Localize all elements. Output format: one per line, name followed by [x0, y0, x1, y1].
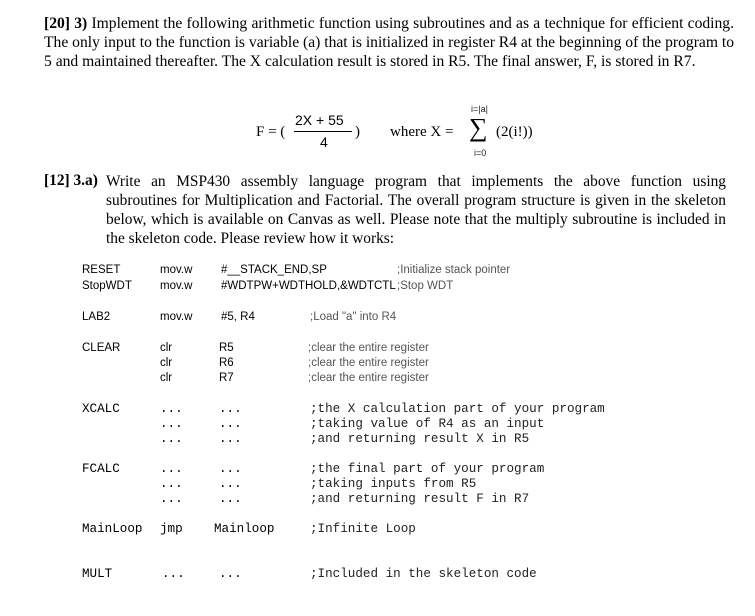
stop-op: mov.w — [160, 280, 193, 292]
ellipsis: ... — [219, 567, 242, 581]
sum-lower-limit: i=0 — [474, 148, 487, 158]
summation-symbol: ∑ — [469, 113, 488, 142]
ellipsis: ... — [219, 432, 242, 446]
lab2-comment: ;Load "a" into R4 — [310, 311, 397, 323]
equation-denominator: 4 — [320, 134, 328, 150]
ellipsis: ... — [160, 477, 183, 491]
lab2-op: mov.w — [160, 311, 193, 323]
reset-comment: ;Initialize stack pointer — [397, 264, 511, 276]
ellipsis: ... — [162, 567, 185, 581]
ellipsis: ... — [219, 462, 242, 476]
ellipsis: ... — [160, 417, 183, 431]
ellipsis: ... — [219, 417, 242, 431]
ellipsis: ... — [160, 432, 183, 446]
mainloop-comment: ;Infinite Loop — [310, 522, 416, 536]
label-reset: RESET — [82, 264, 121, 276]
ellipsis: ... — [160, 462, 183, 476]
equation-where: where X = — [390, 124, 454, 140]
label-fcalc: FCALC — [82, 462, 120, 476]
clear-op: clr — [160, 372, 173, 384]
reset-op: mov.w — [160, 264, 193, 276]
problem-statement — [44, 14, 734, 71]
clear-comment: ;clear the entire register — [308, 357, 429, 369]
label-clear: CLEAR — [82, 342, 121, 354]
label-mult: MULT — [82, 567, 113, 581]
label-stopwdt: StopWDT — [82, 280, 132, 292]
mainloop-arg: Mainloop — [214, 522, 275, 536]
subquestion-number: [12] 3.a) — [44, 172, 98, 189]
sum-upper-limit: i=|a| — [471, 104, 488, 114]
clear-op: clr — [160, 357, 173, 369]
label-xcalc: XCALC — [82, 402, 120, 416]
ellipsis: ... — [160, 402, 183, 416]
clear-op: clr — [160, 342, 173, 354]
fraction-bar — [294, 131, 352, 132]
stop-comment: ;Stop WDT — [397, 280, 454, 292]
stop-args: #WDTPW+WDTHOLD,&WDTCTL — [221, 280, 396, 292]
problem-text: Implement the following arithmetic function using subroutines and as a technique for efficient coding. The only input to the function is variable (a) that is initialized in register R4 at the beginning of the program to 5 and maintained thereafter. The X calculation result is stored in R5. The final answer, F, is stored in R7. — [44, 15, 734, 70]
reset-args: #__STACK_END,SP — [221, 264, 327, 276]
ellipsis: ... — [219, 477, 242, 491]
clear-arg: R7 — [219, 372, 234, 384]
label-lab2: LAB2 — [82, 311, 111, 323]
ellipsis: ... — [219, 402, 242, 416]
clear-comment: ;clear the entire register — [308, 342, 429, 354]
xcalc-comment: ;the X calculation part of your program — [310, 402, 605, 416]
mainloop-op: jmp — [160, 522, 183, 536]
mult-comment: ;Included in the skeleton code — [310, 567, 537, 581]
clear-comment: ;clear the entire register — [308, 372, 429, 384]
lab2-args: #5, R4 — [221, 311, 255, 323]
fcalc-comment: ;and returning result F in R7 — [310, 492, 530, 506]
ellipsis: ... — [160, 492, 183, 506]
problem-number: [20] 3) — [44, 15, 88, 32]
equation-rparen: ) — [355, 124, 360, 140]
equation-lhs: F = ( — [256, 124, 286, 140]
label-mainloop: MainLoop — [82, 522, 143, 536]
clear-arg: R6 — [219, 357, 234, 369]
fcalc-comment: ;taking inputs from R5 — [310, 477, 477, 491]
fcalc-comment: ;the final part of your program — [310, 462, 545, 476]
subquestion-text: Write an MSP430 assembly language program that implements the above function using subroutines for Multiplication and Factorial. The overall program structure is given in the skeleton below, which is available on Canvas as well. Please note that the multiply subroutine is included in the skeleton code. Please review how it works: — [106, 173, 726, 247]
clear-arg: R5 — [219, 342, 234, 354]
xcalc-comment: ;taking value of R4 as an input — [310, 417, 545, 431]
ellipsis: ... — [219, 492, 242, 506]
equation-summand: (2(i!)) — [496, 124, 533, 140]
xcalc-comment: ;and returning result X in R5 — [310, 432, 530, 446]
equation-numerator: 2X + 55 — [295, 112, 344, 128]
